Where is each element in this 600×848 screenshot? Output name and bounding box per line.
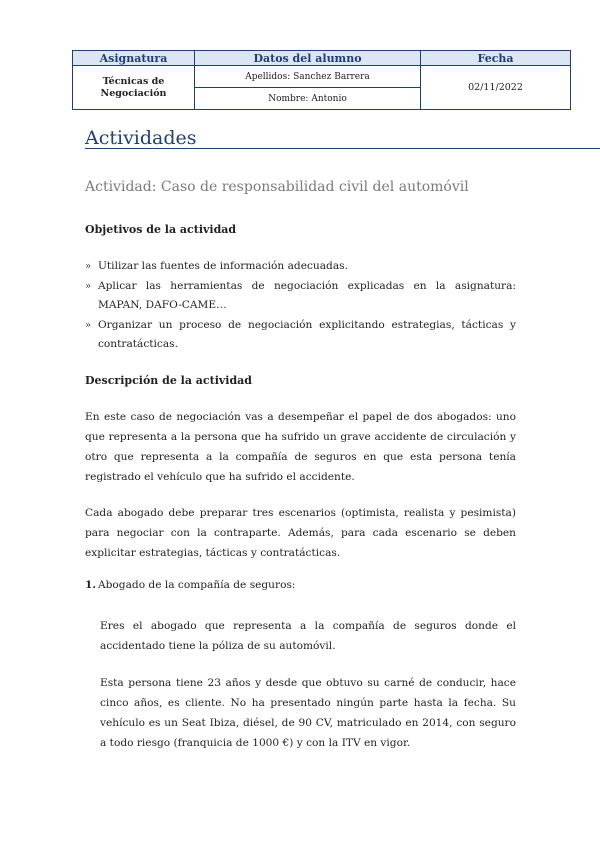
list-item: » Organizar un proceso de negociación explicitando estrategias, tácticas y contratácticas. — [85, 316, 516, 355]
header-student-label: Datos del alumno — [195, 51, 421, 66]
description-paragraph-1: En este caso de negociación vas a desempeñar el papel de dos abogados: uno que representa a la persona que ha sufrido un grave accidente de circulación y otro que representa a la compañía de seguros en que esta persona tenía registrado el vehículo que ha sufrido el accidente. — [85, 411, 516, 483]
item-number: 1. — [85, 579, 97, 591]
numbered-item-1 — [85, 579, 295, 591]
bullet-arrow-icon: » — [85, 280, 92, 292]
header-subject-label: Asignatura — [73, 51, 195, 66]
subject-value — [73, 66, 195, 110]
item1-paragraph-1: Eres el abogado que representa a la compañía de seguros donde el accidentado tiene la póliza de su automóvil. — [100, 620, 516, 652]
surnames-value: Apellidos: Sanchez Barrera — [195, 66, 421, 88]
objectives-list — [85, 257, 516, 355]
date-value: 02/11/2022 — [421, 66, 571, 110]
name-value: Nombre: Antonio — [195, 88, 421, 110]
title-divider — [85, 148, 600, 149]
header-date-label: Fecha — [421, 51, 571, 66]
list-item: » Utilizar las fuentes de información adecuadas. — [85, 257, 516, 277]
item-label: Abogado de la compañía de seguros: — [98, 579, 296, 591]
page-title: Actividades — [85, 127, 197, 149]
subject-line-2: Negociación — [100, 87, 167, 99]
list-item: » Aplicar las herramientas de negociación explicadas en la asignatura: MAPAN, DAFO-CAME… — [85, 277, 516, 316]
description-paragraph-2: Cada abogado debe preparar tres escenarios (optimista, realista y pesimista) para negociar con la contraparte. Además, para cada escenario se deben explicitar estrategias, tácticas y contratácticas. — [85, 507, 516, 559]
bullet-arrow-icon: » — [85, 261, 92, 272]
bullet-arrow-icon: » — [85, 319, 92, 331]
description-heading: Descripción de la actividad — [85, 374, 252, 387]
subject-line-1: Técnicas de — [102, 75, 165, 87]
item1-paragraph-2: Esta persona tiene 23 años y desde que obtuvo su carné de conducir, hace cinco años, es cliente. No ha presentado ningún parte hasta la fecha. Su vehículo es un Seat Ibiza, diésel, de 90 CV, matriculado en 2014, con seguro a todo riesgo (franquicia de 1000 €) y con la ITV en vigor. — [100, 677, 516, 749]
objectives-heading: Objetivos de la actividad — [85, 223, 237, 236]
activity-title: Actividad: Caso de responsabilidad civil del automóvil — [85, 179, 469, 195]
header-table — [72, 50, 571, 110]
